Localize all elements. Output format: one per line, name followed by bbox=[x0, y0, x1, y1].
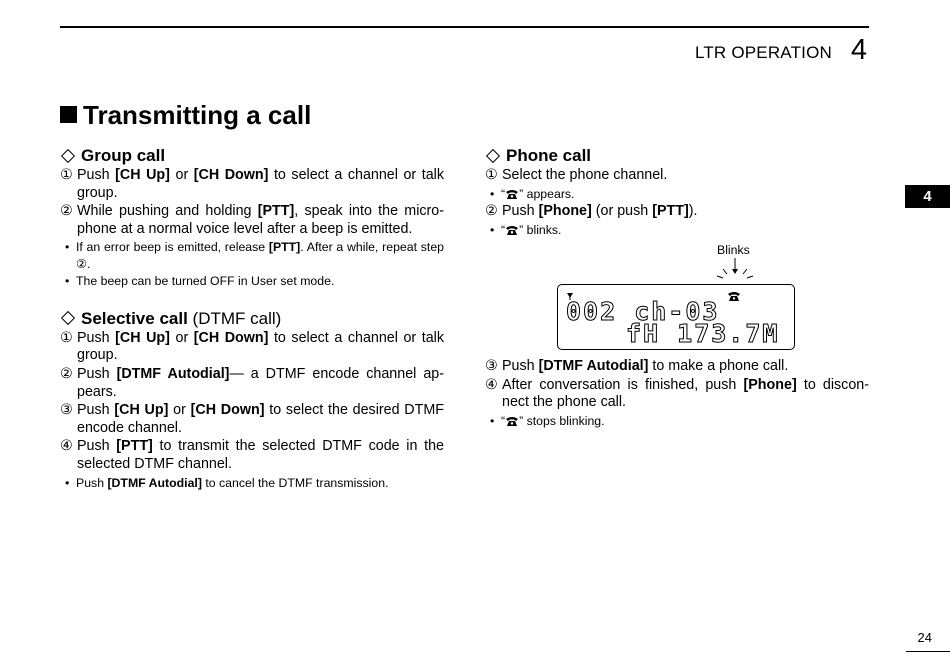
page-number: 24 bbox=[917, 630, 932, 645]
bullet: • The beep can be turned OFF in User set mode. bbox=[65, 274, 335, 289]
step: ④ Push [PTT] to transmit the selected DTMF code in the selected DTMF channel. bbox=[60, 438, 445, 473]
lcd-line-1: 002 ch-03 bbox=[566, 297, 720, 327]
bullet: • If an error beep is emitted, release [PTT]. After a while, repeat step ②. bbox=[65, 240, 444, 271]
button-label: [CH Down] bbox=[193, 167, 269, 183]
button-label: [CH Down] bbox=[190, 402, 265, 419]
blinks-label: Blinks bbox=[717, 243, 750, 258]
button-label: [CH Up] bbox=[115, 167, 170, 183]
page-title bbox=[60, 100, 311, 131]
button-label: [PTT] bbox=[268, 240, 301, 255]
bullet: • “ ” stops blinking. bbox=[490, 413, 605, 428]
group-call-heading: Group call bbox=[60, 146, 444, 166]
radio-display-figure bbox=[485, 243, 869, 354]
footer-rule bbox=[906, 651, 950, 652]
lcd-svg bbox=[558, 285, 794, 349]
page-title-text: Transmitting a call bbox=[83, 100, 312, 130]
step: ① Push [CH Up] or [CH Down] to select a channel or talk group. bbox=[60, 167, 444, 201]
button-label: [CH Down] bbox=[193, 329, 269, 346]
phone-icon bbox=[505, 224, 519, 236]
square-bullet-icon bbox=[60, 106, 77, 123]
lcd-line-2: fH 173.7M bbox=[626, 319, 780, 349]
phone-icon bbox=[505, 188, 519, 200]
right-column bbox=[485, 146, 869, 430]
diamond-icon bbox=[61, 148, 75, 162]
button-label: [CH Up] bbox=[115, 329, 170, 346]
lcd-display bbox=[557, 284, 795, 350]
chapter-number: 4 bbox=[850, 34, 867, 66]
diamond-icon bbox=[61, 311, 75, 325]
button-label: [Phone] bbox=[538, 203, 592, 220]
bullet: • “ ” blinks. bbox=[490, 222, 562, 237]
chapter-tab: 4 bbox=[905, 185, 950, 208]
step: ③ Push [DTMF Autodial] to make a phone call. bbox=[485, 358, 789, 375]
step: ③ Push [CH Up] or [CH Down] to select the desired DTMF encode channel. bbox=[60, 402, 445, 436]
step: ① Push [CH Up] or [CH Down] to select a channel or talk group. bbox=[60, 329, 444, 364]
step: ② While pushing and holding [PTT], speak into the micro-phone at a normal voice level after a beep is emitted. bbox=[60, 203, 444, 237]
step: ② Push [DTMF Autodial]— a DTMF encode channel ap-pears. bbox=[60, 366, 444, 400]
button-label: [DTMF Autodial] bbox=[116, 366, 230, 383]
button-label: [DTMF Autodial] bbox=[107, 475, 202, 490]
selective-call-heading: Selective call (DTMF call) bbox=[60, 309, 444, 329]
button-label: [Phone] bbox=[743, 376, 797, 393]
button-label: [PTT] bbox=[257, 203, 295, 220]
button-label: [CH Up] bbox=[114, 402, 169, 419]
step: ④ After conversation is finished, push [Phone] to discon-nect the phone call. bbox=[485, 376, 869, 411]
left-column bbox=[60, 146, 444, 492]
chapter-label: LTR OPERATION bbox=[694, 43, 832, 62]
diamond-icon bbox=[486, 148, 500, 162]
bullet: • Push [DTMF Autodial] to cancel the DTMF transmission. bbox=[65, 475, 389, 490]
button-label: [PTT] bbox=[116, 438, 153, 455]
phone-call-heading: Phone call bbox=[485, 146, 869, 166]
button-label: [DTMF Autodial] bbox=[538, 358, 649, 375]
phone-icon bbox=[505, 415, 519, 427]
header-rule bbox=[60, 26, 869, 28]
step: ① Select the phone channel. bbox=[485, 167, 668, 183]
bullet: • “ ” appears. bbox=[490, 186, 575, 201]
button-label: [PTT] bbox=[652, 203, 689, 220]
step: ② Push [Phone] (or push [PTT]). bbox=[485, 203, 698, 220]
phone-icon bbox=[728, 292, 740, 301]
